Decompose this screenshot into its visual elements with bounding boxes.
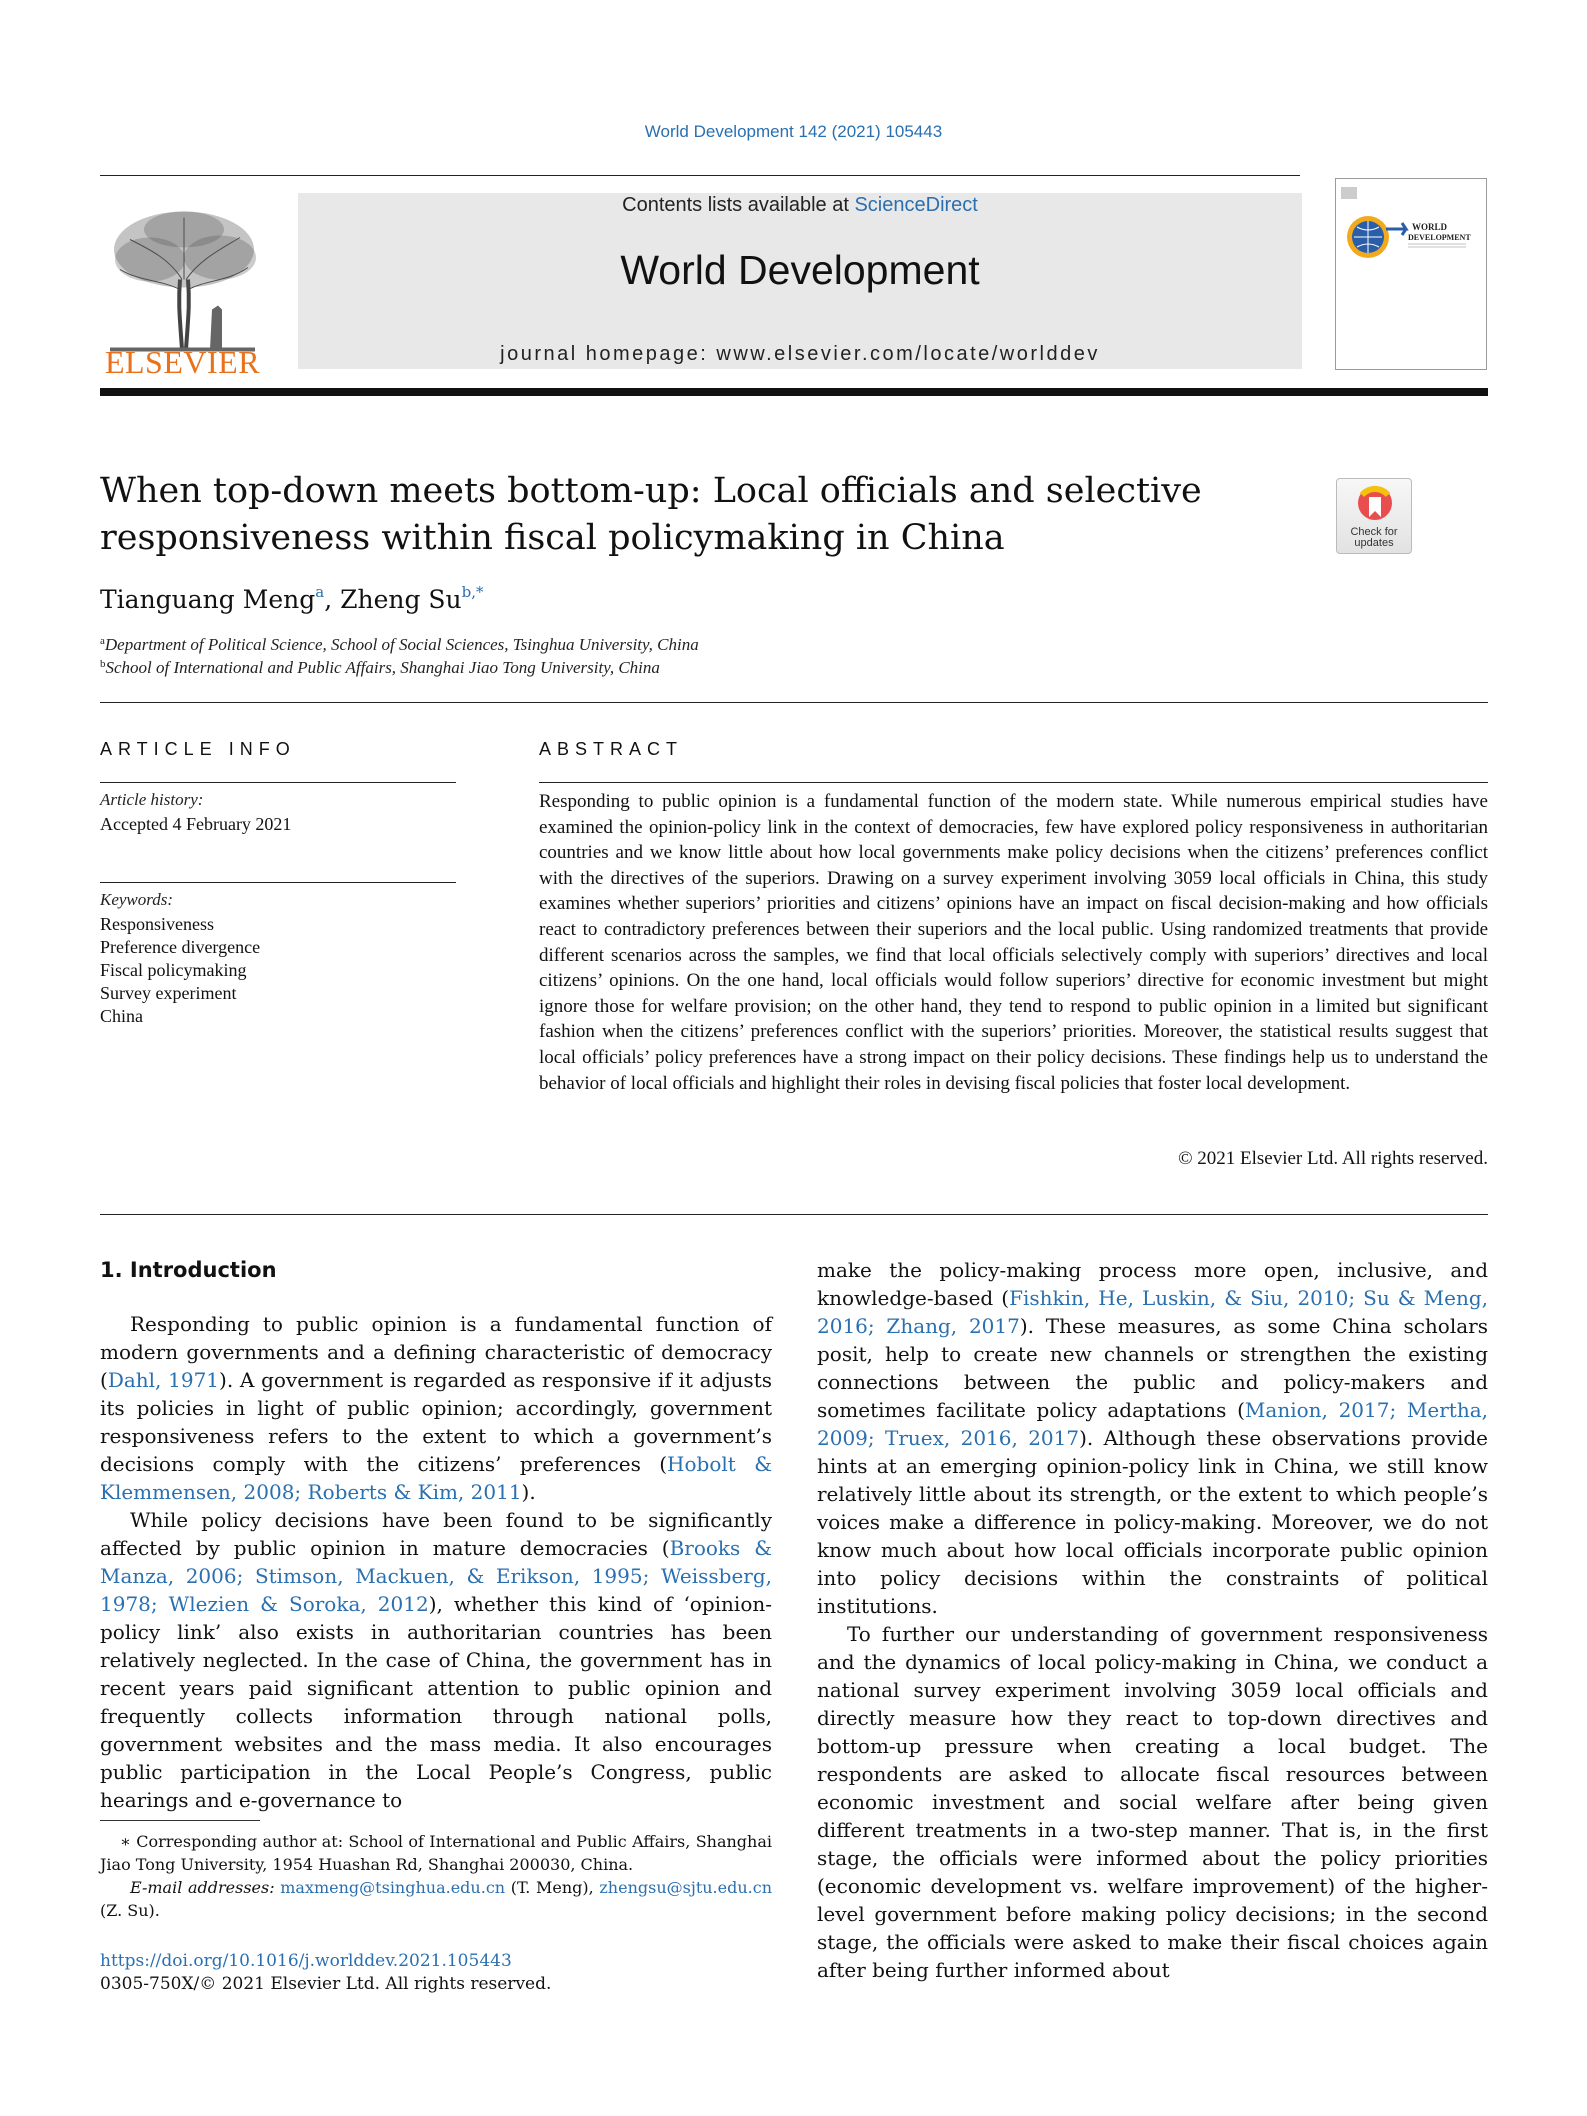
article-info-heading: ARTICLE INFO xyxy=(100,739,296,759)
paragraph-text: ), whether this kind of ‘opinion-policy link’ also exists in authoritarian countries has been relatively neglected. In the case of China, the government has in recent years paid significant attention to public opinion and frequently collects information through national polls, government websites and the mass media. It also encourages public participation in the Local People’s Congress, public hearings and e-governance to xyxy=(100,1592,773,1812)
article-info-rule xyxy=(100,782,456,783)
affiliation-text: School of International and Public Affairs, Shanghai Jiao Tong University, China xyxy=(105,658,660,677)
journal-masthead xyxy=(298,193,1302,369)
check-for-updates-button[interactable] xyxy=(1336,478,1412,554)
author-list xyxy=(100,583,484,614)
article-history-value: Accepted 4 February 2021 xyxy=(100,814,292,834)
affiliation-marker: b xyxy=(100,658,106,670)
affiliation-b xyxy=(100,658,660,678)
paragraph-text: While policy decisions have been found to be significantly affected by public opinion in mature democracies ( xyxy=(100,1508,772,1560)
body-left-column xyxy=(100,1256,772,1814)
paragraph-text: ). A government is regarded as responsive if it adjusts its policies in light of public opinion; accordingly, government responsiveness refers to the extent to which a government’s decisions comply with the citizens’ preferences ( xyxy=(100,1368,772,1476)
author-name[interactable]: Zheng Su xyxy=(340,585,462,614)
email-line xyxy=(100,1876,772,1922)
citation-link[interactable]: Brooks & Manza, 2006; Stimson, Mackuen, & Erikson, 1995; Weissberg, 1978; Wlezien & Soroka, 2012 xyxy=(100,1536,772,1616)
crossmark-label-2: updates xyxy=(1354,537,1394,549)
globe-arrow-icon xyxy=(1336,179,1486,369)
crossmark-icon xyxy=(1337,479,1413,529)
body-paragraph xyxy=(817,1620,1488,1984)
author-affiliation-marker[interactable]: b,* xyxy=(461,583,484,601)
affiliation-marker: a xyxy=(100,635,105,647)
paragraph-text: Responding to public opinion is a fundamental function of modern governments and a defining characteristic of democracy ( xyxy=(100,1312,772,1392)
author-name[interactable]: Tianguang Meng xyxy=(100,585,316,614)
body-paragraph xyxy=(100,1506,772,1814)
keyword-item: China xyxy=(100,1006,143,1026)
keyword-list xyxy=(100,913,260,1028)
abstract-copyright: © 2021 Elsevier Ltd. All rights reserved. xyxy=(1178,1148,1488,1169)
body-top-rule xyxy=(100,1214,1488,1215)
corresponding-author-text: ∗ Corresponding author at: School of International and Public Affairs, Shanghai Jiao Tong University, 1954 Huashan Rd, Shanghai 200030, China. xyxy=(100,1832,772,1874)
keywords-rule xyxy=(100,882,456,883)
paragraph-text: ). Although these observations provide hints at an emerging opinion-policy link in China, we still know relatively little about its strength, or the extent to which people’s voices make a difference in policy-making. Moreover, we do not know much about how local officials incorporate public opinion into policy decisions within the constraints of political institutions. xyxy=(817,1426,1489,1618)
body-right-column xyxy=(817,1256,1488,1984)
journal-cover-thumbnail[interactable] xyxy=(1335,178,1487,370)
publisher-wordmark: ELSEVIER xyxy=(104,344,261,380)
paragraph-text: make the policy-making process more open, inclusive, and knowledge-based ( xyxy=(817,1258,1488,1310)
title-block-rule xyxy=(100,702,1488,703)
email-link-su[interactable]: zhengsu@sjtu.edu.cn xyxy=(599,1878,772,1897)
author-affiliation-marker[interactable]: a xyxy=(315,583,325,601)
abstract-heading: ABSTRACT xyxy=(539,739,684,759)
left-paragraphs xyxy=(100,1310,772,1814)
footnote-rule xyxy=(100,1820,260,1821)
article-history-label: Article history: xyxy=(100,790,204,809)
sciencedirect-link[interactable]: ScienceDirect xyxy=(854,194,978,216)
crossmark-label-1: Check for xyxy=(1350,526,1398,538)
paragraph-text: ). xyxy=(521,1480,536,1504)
contents-prefix: Contents lists available at xyxy=(622,194,855,216)
doi-link[interactable]: https://doi.org/10.1016/j.worlddev.2021.105443 xyxy=(100,1951,512,1971)
email-owner: (Z. Su). xyxy=(100,1901,160,1920)
citation-link[interactable]: Dahl, 1971 xyxy=(107,1368,220,1392)
journal-homepage-line[interactable]: journal homepage: www.elsevier.com/locate/worlddev xyxy=(500,343,1100,365)
author-separator: , xyxy=(324,585,341,614)
header-thick-rule xyxy=(100,388,1488,396)
paragraph-text: ). These measures, as some China scholars posit, help to create new channels or strengthen the existing connections between the public and policy-makers and sometimes facilitate policy adaptations ( xyxy=(817,1314,1488,1422)
doi-block xyxy=(100,1950,551,1996)
body-paragraph xyxy=(100,1310,772,1506)
citation-link[interactable]: Manion, 2017; Mertha, 2009; Truex, 2016, 2017 xyxy=(817,1398,1488,1450)
section-heading: 1. Introduction xyxy=(100,1258,277,1282)
citation-link[interactable]: Fishkin, He, Luskin, & Siu, 2010; Su & Meng, 2016; Zhang, 2017 xyxy=(817,1286,1488,1338)
abstract-text: Responding to public opinion is a fundamental function of the modern state. While numerous empirical studies have examined the opinion-policy link in the context of democracies, few have explored policy responsiveness in authoritarian countries and we know little about how local governments make policy decisions when the citizens’ preferences conflict with the directives of the superiors. Drawing on a survey experiment involving 3059 local officials in China, this study examines whether superiors’ priorities and citizens’ opinions have an impact on fiscal decision-making and how officials react to contradictory preferences between their superiors and the local public. Using randomized treatments that provide different scenarios across the samples, we find that local officials selectively comply with superiors’ directives and local citizens’ opinions. On the one hand, local officials would follow superiors’ directive for economic investment but might ignore those for welfare provision; on the other hand, they tend to respond to public opinion in a limited but significant fashion when the citizens’ preferences conflict with the superiors’ priorities. Moreover, the statistical results suggest that local officials’ policy preferences have a strong impact on their policy decisions. These findings help us to understand the behavior of local officials and highlight their roles in devising fiscal policies that foster local development. xyxy=(539,791,1488,1094)
affiliation-text: Department of Political Science, School of Social Sciences, Tsinghua University, China xyxy=(104,635,699,654)
email-label: E-mail addresses: xyxy=(130,1878,281,1897)
body-paragraph xyxy=(817,1256,1488,1620)
corresponding-author-footnote xyxy=(100,1830,772,1922)
email-link-meng[interactable]: maxmeng@tsinghua.edu.cn xyxy=(280,1878,506,1897)
citation-link[interactable]: Hobolt & Klemmensen, 2008; Roberts & Kim, 2011 xyxy=(100,1452,773,1504)
cover-title-1: WORLD xyxy=(1412,222,1448,232)
keyword-item: Fiscal policymaking xyxy=(100,960,247,980)
cover-title-2: DEVELOPMENT xyxy=(1408,233,1471,242)
header-top-rule xyxy=(100,175,1300,176)
keyword-item: Survey experiment xyxy=(100,983,237,1003)
paragraph-text: To further our understanding of government responsiveness and the dynamics of local policy-making in China, we conduct a national survey experiment involving 3059 local officials and directly measure how they react to top-down directives and bottom-up pressure when creating a local budget. The respondents are asked to allocate fiscal resources between economic investment and social welfare after being given different treatments in a two-step manner. That is, in the first stage, the officials were informed about the policy priorities (economic development vs. welfare improvement) of the higher-level government before making policy decisions; in the second stage, the officials were asked to make their fiscal choices again after being further informed about xyxy=(817,1622,1488,1982)
affiliation-a xyxy=(100,635,699,655)
journal-reference-link[interactable]: World Development 142 (2021) 105443 xyxy=(644,122,943,141)
keywords-label: Keywords: xyxy=(100,890,174,909)
contents-availability-line xyxy=(298,194,1302,217)
article-title: When top-down meets bottom-up: Local officials and selective responsiveness within fiscal policymaking in China xyxy=(100,471,1202,558)
issn-copyright-line: 0305-750X/© 2021 Elsevier Ltd. All rights reserved. xyxy=(100,1974,552,1994)
keyword-item: Responsiveness xyxy=(100,914,214,934)
keyword-item: Preference divergence xyxy=(100,937,261,957)
abstract-rule xyxy=(539,782,1488,783)
journal-name: World Development xyxy=(620,247,980,293)
email-owner: (T. Meng), xyxy=(505,1878,600,1897)
right-paragraphs xyxy=(817,1256,1488,1984)
